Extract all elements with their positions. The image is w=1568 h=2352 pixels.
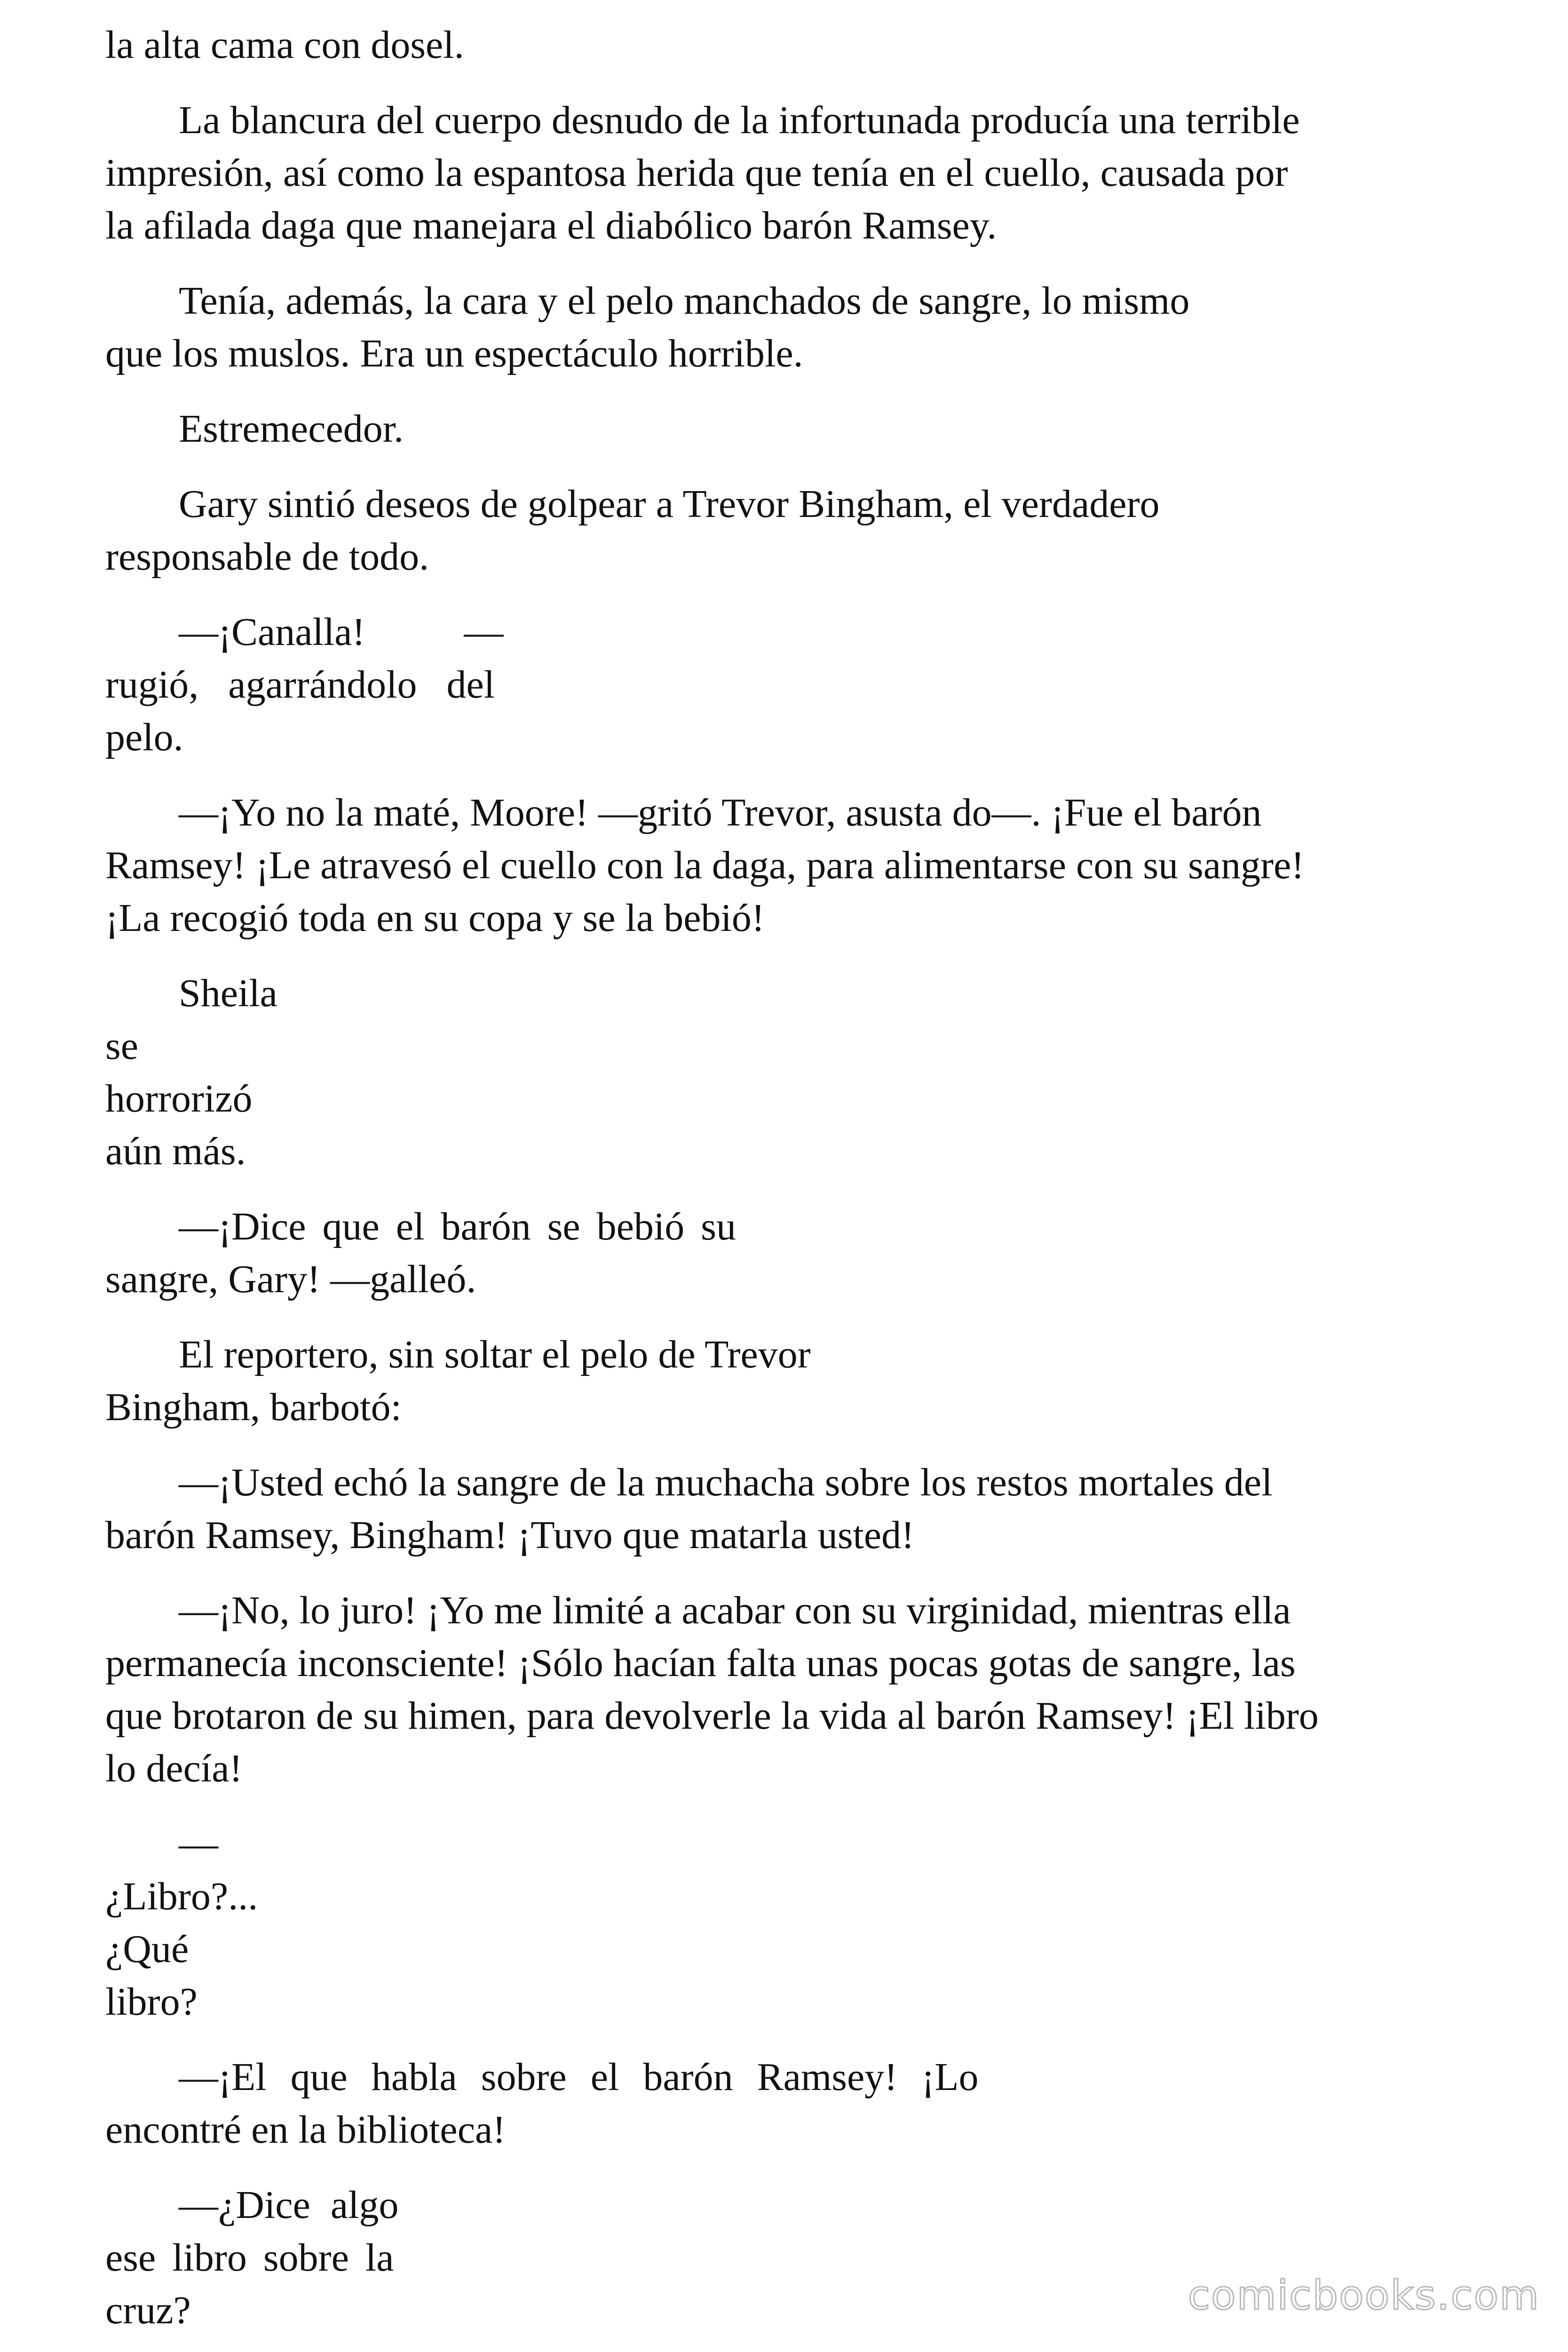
text-line: Tenía, además, la cara y el pelo manchados de sangre, lo mismo — [179, 279, 1190, 323]
text-line: ¿Libro?... — [105, 1875, 258, 1918]
text-line: Sheila — [179, 971, 277, 1015]
text-line: El reportero, sin soltar el pelo de Trevor — [179, 1333, 811, 1376]
text-line: responsable de todo. — [105, 535, 429, 579]
text-line: —¡Usted echó la sangre de la muchacha sobre los restos mortales del — [179, 1461, 1273, 1504]
text-line: libro? — [105, 1980, 198, 2024]
text-line: —¡Yo no la maté, Moore! —gritó Trevor, asusta do—. ¡Fue el barón — [179, 791, 1262, 834]
text-line: Gary sintió deseos de golpear a Trevor Bingham, el verdadero — [179, 482, 1160, 526]
text-line: encontré en la biblioteca! — [105, 2108, 506, 2152]
text-line: —¡Dice que el barón se bebió su — [179, 1205, 736, 1248]
text-line: sangre, Gary! —galleó. — [105, 1257, 476, 1301]
text-line: Ramsey! ¡Le atravesó el cuello con la daga, para alimentarse con su sangre! — [105, 843, 1305, 887]
text-line: — — [179, 1822, 218, 1866]
text-line: ese libro sobre la — [105, 2236, 394, 2280]
text-line: —¡El que habla sobre el barón Ramsey! ¡Lo — [179, 2055, 979, 2099]
text-line: rugió, agarrándolo del — [105, 663, 495, 707]
text-line: cruz? — [105, 2288, 191, 2332]
text-line: —¡Canalla! — — [179, 610, 504, 654]
text-line: aún más. — [105, 1129, 246, 1173]
text-line: ¡La recogió toda en su copa y se la bebió! — [105, 896, 765, 940]
text-line: la alta cama con dosel. — [105, 23, 464, 67]
text-line: —¡No, lo juro! ¡Yo me limité a acabar con su virginidad, mientras ella — [179, 1589, 1291, 1632]
text-line: La blancura del cuerpo desnudo de la infortunada producía una terrible — [179, 98, 1300, 142]
text-line: —¿Dice algo — [179, 2183, 399, 2227]
text-line: Estremecedor. — [179, 407, 404, 451]
text-line: se — [105, 1024, 138, 1068]
text-line: que los muslos. Era un espectáculo horrible. — [105, 332, 803, 375]
text-line: la afilada daga que manejara el diabólico barón Ramsey. — [105, 204, 997, 247]
text-line: Bingham, barbotó: — [105, 1385, 402, 1429]
watermark-logo: comicbooks.com — [1188, 2272, 1540, 2319]
text-line: barón Ramsey, Bingham! ¡Tuvo que matarla usted! — [105, 1513, 915, 1557]
text-line: lo decía! — [105, 1747, 243, 1790]
text-line: ¿Qué — [105, 1927, 189, 1971]
text-line: permanecía inconsciente! ¡Sólo hacían falta unas pocas gotas de sangre, las — [105, 1641, 1296, 1685]
text-line: horrorizó — [105, 1077, 253, 1120]
text-line: pelo. — [105, 715, 183, 759]
text-line: que brotaron de su himen, para devolverle la vida al barón Ramsey! ¡El libro — [105, 1694, 1319, 1738]
text-line: impresión, así como la espantosa herida que tenía en el cuello, causada por — [105, 151, 1288, 195]
